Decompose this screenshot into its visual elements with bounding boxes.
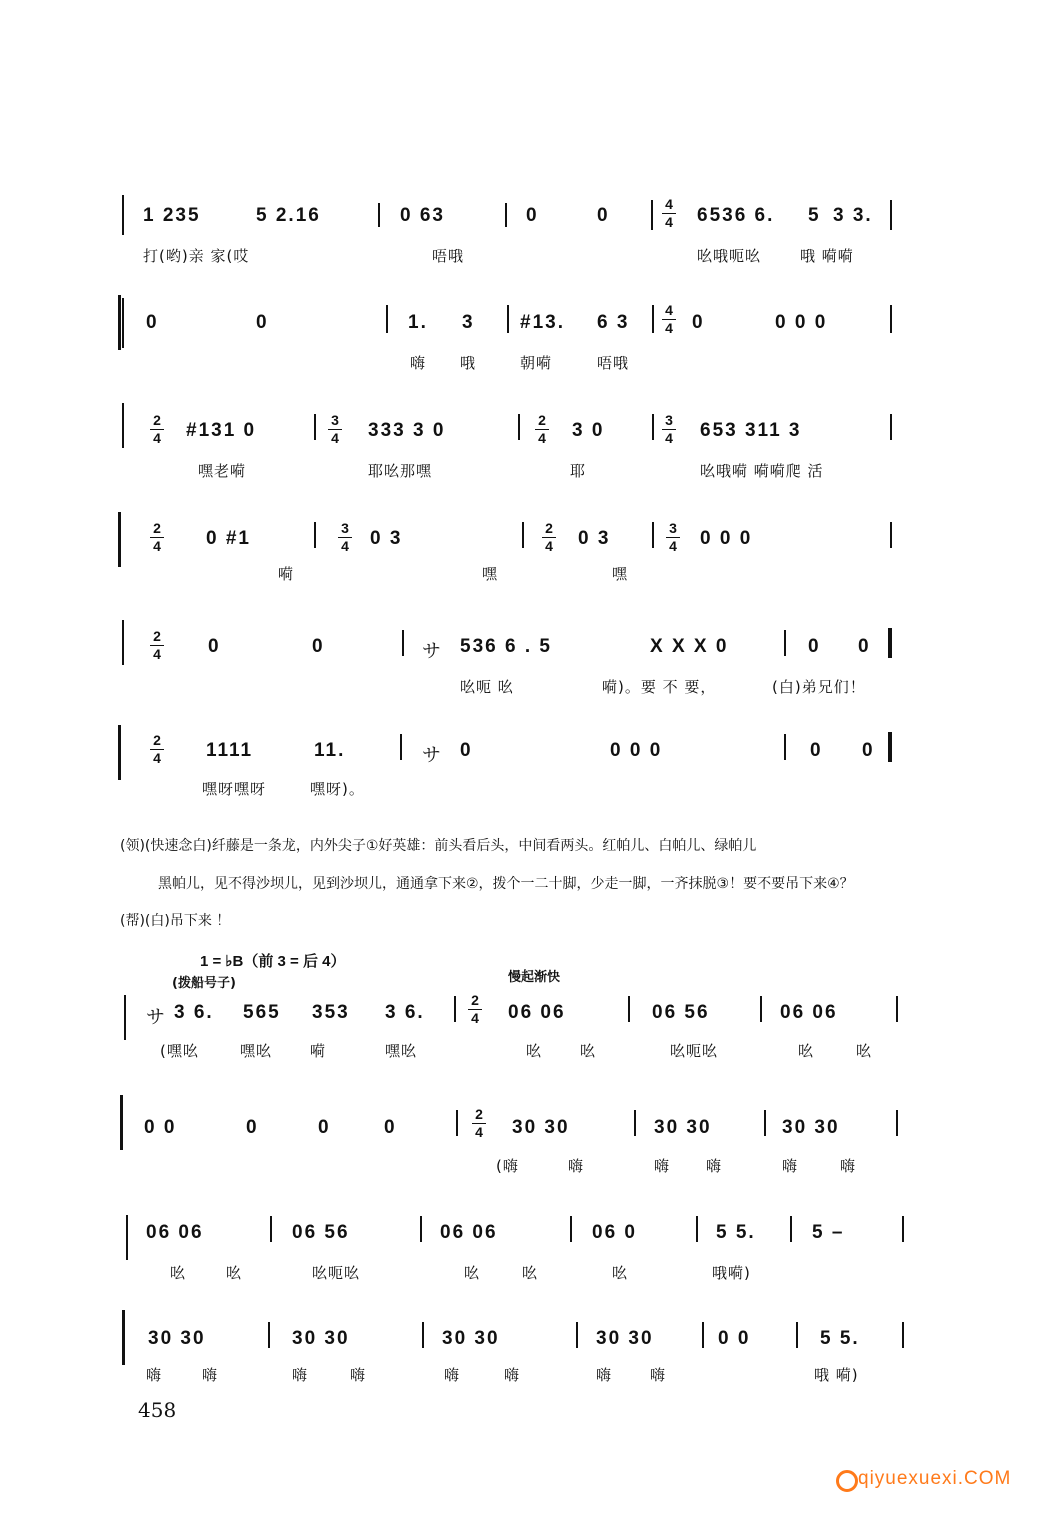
barline xyxy=(124,995,126,1040)
barline xyxy=(122,403,124,448)
lyric: 吆 xyxy=(526,1042,543,1060)
time-signature: 3 4 xyxy=(328,412,342,447)
lyric: 嗬)。要 不 要， xyxy=(602,678,717,696)
melody-notes: 353 xyxy=(312,1002,350,1023)
barline xyxy=(896,996,898,1022)
system-brace xyxy=(120,1095,123,1150)
lyric: 嗬 xyxy=(310,1042,327,1060)
lyric: 嗨 xyxy=(782,1157,799,1175)
melody-notes: 0 0 xyxy=(144,1117,177,1138)
time-signature: 2 4 xyxy=(468,992,482,1027)
melody-notes: 3 0 xyxy=(572,420,605,441)
melody-notes: 30 30 xyxy=(148,1328,206,1349)
time-signature: 3 4 xyxy=(338,520,352,555)
melody-notes: 0 xyxy=(318,1117,331,1138)
barline xyxy=(268,1322,270,1348)
barline xyxy=(652,522,654,548)
barline xyxy=(790,1216,792,1242)
barline xyxy=(518,414,520,440)
barline xyxy=(314,414,316,440)
lyric: 嗨 xyxy=(410,354,427,372)
barline xyxy=(507,305,509,333)
barline xyxy=(314,522,316,548)
lyric: 吆 xyxy=(522,1264,539,1282)
melody-notes: 6536 6. xyxy=(697,205,775,226)
lyric: 嘿呀嘿呀 xyxy=(202,780,267,798)
lyric: 哦 嗬) xyxy=(814,1366,859,1384)
time-signature: 2 4 xyxy=(542,520,556,555)
melody-notes: 0 xyxy=(862,740,875,761)
melody-notes: 3 xyxy=(462,312,475,333)
system-brace xyxy=(118,725,121,780)
lyric: 嘿 xyxy=(482,565,499,583)
lyric: 耶 xyxy=(570,462,587,480)
lyric: 嘿呀)。 xyxy=(310,780,365,798)
barline xyxy=(890,522,892,548)
lyric: (白)弟兄们！ xyxy=(772,678,866,696)
melody-notes: 06 56 xyxy=(652,1002,710,1023)
spoken-line: 黑帕儿，见不得沙坝儿，见到沙坝儿，通通拿下来②，拨个一二十脚，少走一脚，一齐抹脱③！要不要吊下来④？ xyxy=(158,876,854,892)
barline xyxy=(456,1110,458,1136)
barline xyxy=(896,1110,898,1136)
lyric: 嗨 xyxy=(654,1157,671,1175)
lyric: 吆 xyxy=(464,1264,481,1282)
melody-notes: 06 56 xyxy=(292,1222,350,1243)
melody-notes: 0 3 xyxy=(578,528,611,549)
melody-notes: 0 0 xyxy=(718,1328,751,1349)
watermark-logo-icon xyxy=(836,1470,858,1492)
melody-notes: 653 311 3 xyxy=(700,420,802,441)
barline xyxy=(760,996,762,1022)
final-barline xyxy=(888,628,892,658)
barline xyxy=(422,1322,424,1348)
melody-notes: 06 06 xyxy=(508,1002,566,1023)
watermark-text: qiyuexuexi.COM xyxy=(858,1468,1012,1489)
lyric: 嗨 xyxy=(504,1366,521,1384)
lyric: 吆呃吆 xyxy=(670,1042,719,1060)
melody-notes: 30 30 xyxy=(782,1117,840,1138)
melody-notes: 30 30 xyxy=(512,1117,570,1138)
melody-notes: 30 30 xyxy=(442,1328,500,1349)
lyric: 吆 xyxy=(580,1042,597,1060)
melody-notes: 30 30 xyxy=(654,1117,712,1138)
time-signature: 4 4 xyxy=(662,302,676,337)
barline xyxy=(902,1322,904,1348)
melody-notes: 1 235 xyxy=(143,205,201,226)
barline xyxy=(796,1322,798,1348)
melody-notes: 06 0 xyxy=(592,1222,637,1243)
melody-notes: 0 xyxy=(858,636,871,657)
lyric: 嗨 xyxy=(292,1366,309,1384)
melody-notes: X X X 0 xyxy=(650,636,729,657)
time-signature: 2 4 xyxy=(150,520,164,555)
barline xyxy=(702,1322,704,1348)
melody-notes: 0 xyxy=(460,740,473,761)
melody-notes: 5 5. xyxy=(716,1222,756,1243)
lyric: (嗨 xyxy=(496,1157,519,1175)
lyric: 耶吆那嘿 xyxy=(368,462,433,480)
melody-notes: 5 5. xyxy=(820,1328,860,1349)
melody-notes: 3 6. xyxy=(174,1002,214,1023)
time-signature: 2 4 xyxy=(150,412,164,447)
melody-notes: 30 30 xyxy=(292,1328,350,1349)
lyric: (嘿吆 xyxy=(160,1042,199,1060)
barline xyxy=(122,620,124,665)
lyric: 嗨 xyxy=(350,1366,367,1384)
barline xyxy=(652,305,654,333)
melody-notes: 0 xyxy=(384,1117,397,1138)
barline xyxy=(784,734,786,760)
lyric: 嗬 xyxy=(278,565,295,583)
lyric: 嗨 xyxy=(568,1157,585,1175)
melody-notes: 5 xyxy=(808,205,821,226)
melody-notes: 0 xyxy=(597,205,610,226)
lyric: 嘿老嗬 xyxy=(198,462,247,480)
spoken-line: (领)(快速念白)纤藤是一条龙，内外尖子①好英雄：前头看后头，中间看两头。红帕儿、白帕儿、绿帕儿 xyxy=(120,838,757,854)
melody-notes: 0 0 0 xyxy=(610,740,663,761)
melody-notes: 565 xyxy=(243,1002,281,1023)
lyric: 吆哦嗬 嗬嗬爬 活 xyxy=(700,462,824,480)
system-brace xyxy=(118,295,121,350)
time-signature: 2 4 xyxy=(472,1106,486,1141)
melody-notes: 6 3 xyxy=(597,312,630,333)
melody-notes: 06 06 xyxy=(146,1222,204,1243)
lyric: 嗨 xyxy=(706,1157,723,1175)
lyric: 嗨 xyxy=(596,1366,613,1384)
melody-notes: #13. xyxy=(520,312,565,333)
system-brace xyxy=(118,512,121,567)
melody-notes: 0 xyxy=(692,312,705,333)
system-brace xyxy=(122,1310,125,1365)
barline xyxy=(902,1216,904,1242)
time-signature: 3 4 xyxy=(666,520,680,555)
lyric: 吆哦呃吆 xyxy=(697,247,762,265)
tempo-marking: 慢起渐快 xyxy=(508,970,561,985)
free-meter-mark: サ xyxy=(422,745,444,766)
barline xyxy=(651,200,653,230)
lyric: 吆呃 吆 xyxy=(460,678,514,696)
lyric: 吆 xyxy=(856,1042,873,1060)
final-barline xyxy=(888,732,892,762)
barline xyxy=(122,298,124,348)
barline xyxy=(890,414,892,440)
melody-notes: 0 xyxy=(526,205,539,226)
melody-notes: 3 6. xyxy=(385,1002,425,1023)
lyric: 嗨 xyxy=(444,1366,461,1384)
melody-notes: 5 – xyxy=(812,1222,845,1243)
melody-notes: 0 xyxy=(312,636,325,657)
barline xyxy=(628,996,630,1022)
melody-notes: 333 3 0 xyxy=(368,420,446,441)
barline xyxy=(522,522,524,548)
barline xyxy=(402,630,404,656)
barline xyxy=(764,1110,766,1136)
lyric: 哦 xyxy=(460,354,477,372)
melody-notes: 1. xyxy=(408,312,428,333)
barline xyxy=(378,203,380,227)
lyric: 唔哦 xyxy=(597,354,630,372)
barline xyxy=(126,1215,128,1260)
barline xyxy=(122,195,124,235)
lyric: 嗨 xyxy=(202,1366,219,1384)
melody-notes: 30 30 xyxy=(596,1328,654,1349)
lyric: 嗨 xyxy=(650,1366,667,1384)
melody-notes: 0 3 xyxy=(370,528,403,549)
melody-notes: 0 xyxy=(810,740,823,761)
melody-notes: 06 06 xyxy=(780,1002,838,1023)
barline xyxy=(400,734,402,760)
melody-notes: 1111 xyxy=(206,740,254,761)
barline xyxy=(505,203,507,227)
melody-notes: 0 xyxy=(208,636,221,657)
melody-notes: #131 0 xyxy=(186,420,257,441)
key-signature: 1 = ♭B（前 3 = 后 4） xyxy=(200,953,346,970)
barline xyxy=(784,630,786,656)
lyric: 哦嗬) xyxy=(712,1264,751,1282)
melody-notes: 06 06 xyxy=(440,1222,498,1243)
melody-notes: 11. xyxy=(314,740,346,761)
barline xyxy=(890,200,892,230)
barline xyxy=(576,1322,578,1348)
melody-notes: 0 63 xyxy=(400,205,445,226)
barline xyxy=(386,305,388,333)
lyric: 嘿 xyxy=(612,565,629,583)
section-subtitle: (拨船号子) xyxy=(172,976,236,991)
lyric: 吆呃吆 xyxy=(312,1264,361,1282)
lyric: 朝嗬 xyxy=(520,354,553,372)
melody-notes: 0 0 0 xyxy=(775,312,828,333)
melody-notes: 0 xyxy=(146,312,159,333)
lyric: 吆 xyxy=(798,1042,815,1060)
spoken-line: (帮)(白)吊下来 ！ xyxy=(120,913,231,929)
lyric: 嗨 xyxy=(840,1157,857,1175)
lyric: 嗨 xyxy=(146,1366,163,1384)
time-signature: 2 4 xyxy=(535,412,549,447)
lyric: 唔哦 xyxy=(432,247,465,265)
melody-notes: 0 0 0 xyxy=(700,528,753,549)
barline xyxy=(634,1110,636,1136)
lyric: 吆 xyxy=(612,1264,629,1282)
melody-notes: 0 xyxy=(246,1117,259,1138)
melody-notes: 0 #1 xyxy=(206,528,251,549)
barline xyxy=(270,1216,272,1242)
barline xyxy=(454,996,456,1022)
barline xyxy=(570,1216,572,1242)
melody-notes: 3 3. xyxy=(833,205,873,226)
barline xyxy=(696,1216,698,1242)
melody-notes: 536 6 . 5 xyxy=(460,636,552,657)
page-number: 458 xyxy=(138,1398,177,1422)
lyric: 哦 嗬嗬 xyxy=(800,247,854,265)
melody-notes: 0 xyxy=(808,636,821,657)
lyric: 嘿吆 xyxy=(240,1042,273,1060)
free-meter-mark: サ xyxy=(422,641,444,662)
barline xyxy=(890,305,892,333)
time-signature: 4 4 xyxy=(662,196,676,231)
barline xyxy=(420,1216,422,1242)
time-signature: 3 4 xyxy=(662,412,676,447)
lyric: 嘿吆 xyxy=(385,1042,418,1060)
barline xyxy=(652,414,654,440)
free-meter-mark: サ xyxy=(146,1007,168,1028)
lyric: 吆 xyxy=(170,1264,187,1282)
melody-notes: 0 xyxy=(256,312,269,333)
time-signature: 2 4 xyxy=(150,628,164,663)
time-signature: 2 4 xyxy=(150,732,164,767)
lyric: 吆 xyxy=(226,1264,243,1282)
melody-notes: 5 2.16 xyxy=(256,205,321,226)
lyric: 打(哟)亲 家(哎 xyxy=(143,247,250,265)
